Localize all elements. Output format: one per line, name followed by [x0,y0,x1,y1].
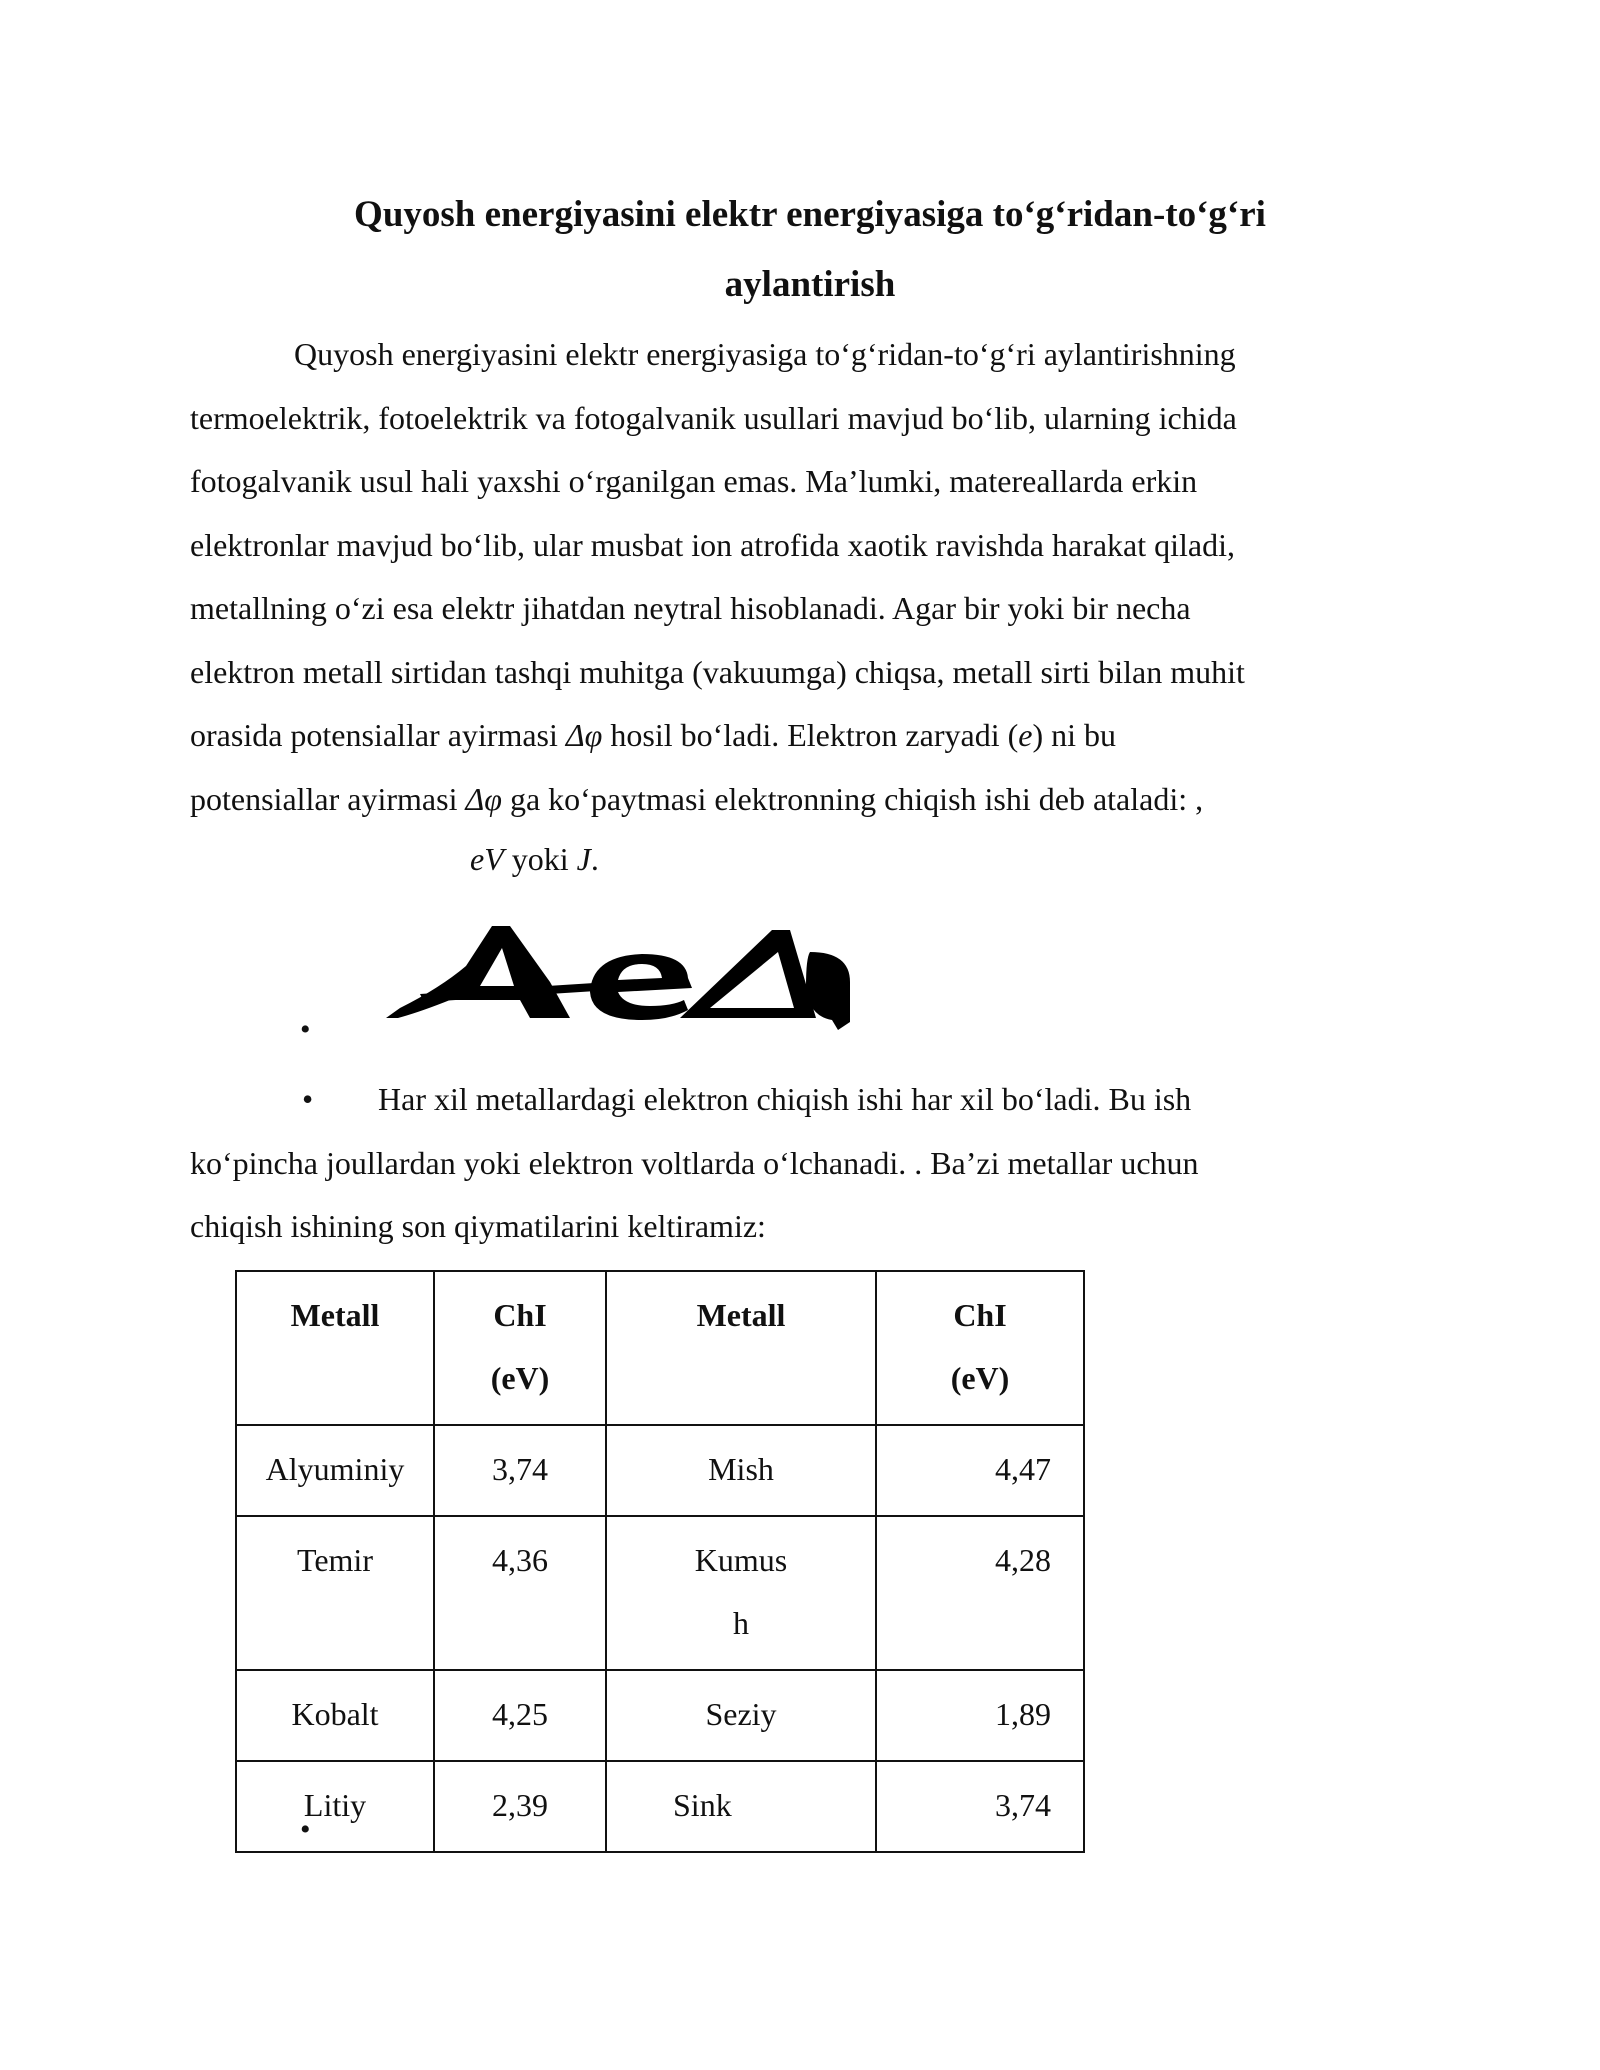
formula-units: eV yoki J. [470,841,599,877]
work-function-value: 3,74 [876,1761,1084,1852]
page-title [190,180,1430,320]
unit-ev: eV [470,841,504,877]
work-function-value: 4,47 [876,1425,1084,1516]
metal-name: Seziy [606,1670,876,1761]
work-function-value: 3,74 [434,1425,606,1516]
bullet-marker: • [300,1013,311,1046]
header-chi: ChI (eV) [876,1271,1084,1425]
work-function-table [235,1270,1085,1853]
metal-name: Kumus h [606,1516,876,1670]
bullet-marker: • [302,1081,314,1117]
bullet-marker: • [300,1813,311,1846]
table-row [236,1516,1084,1670]
metals-line-2: ko‘pincha joullardan yoki elektron voltlarda o‘lchanadi. . Ba’zi metallar uchun [190,1144,1199,1181]
header-metall: Metall [236,1271,434,1425]
intro-line-8: potensiallar ayirmasi Δφ ga ko‘paytmasi elektronning chiqish ishi deb ataladi: , [190,780,1204,817]
intro-line: elektronlar mavjud bo‘lib, ular musbat ion atrofida xaotik ravishda harakat qiladi, [190,526,1236,563]
intro-line-7: orasida potensiallar ayirmasi Δφ hosil bo‘ladi. Elektron zaryadi (e) ni bu [190,717,1116,753]
work-function-value: 1,89 [876,1670,1084,1761]
delta-phi-symbol: Δφ [565,717,603,753]
table-row [236,1761,1084,1852]
metal-name: Litiy [236,1761,434,1852]
table-row [236,1425,1084,1516]
header-metall: Metall [606,1271,876,1425]
work-function-value: 4,25 [434,1670,606,1761]
intro-line: elektron metall sirtidan tashqi muhitga (vakuumga) chiqsa, metall sirti bilan muhit [190,653,1245,690]
metals-line-3: chiqish ishining son qiymatilarini keltiramiz: [190,1208,766,1244]
electron-charge-symbol: e [1018,717,1033,753]
metal-name: Sink [606,1761,876,1852]
title-line-2: aylantirish [724,264,896,305]
formula-image [380,922,850,1032]
metal-name: Mish [606,1425,876,1516]
intro-line: termoelektrik, fotoelektrik va fotogalvanik usullari mavjud bo‘lib, ularning ichida [190,399,1237,436]
delta-phi-symbol: Δφ [465,780,502,817]
intro-paragraph [190,323,1430,831]
unit-j: J [576,841,591,877]
metal-name: Temir [236,1516,434,1670]
work-function-value: 4,36 [434,1516,606,1670]
table-row [236,1670,1084,1761]
metals-line-1: • Har xil metallardagi elektron chiqish ishi har xil bo‘ladi. Bu ish [190,1068,1430,1132]
title-line-1: Quyosh energiyasini elektr energiyasiga to‘g‘ridan-to‘g‘ri [354,194,1266,235]
table-header-row [236,1271,1084,1425]
intro-line: metallning o‘zi esa elektr jihatdan neytral hisoblanadi. Agar bir yoki bir necha [190,590,1191,626]
work-function-value: 4,28 [876,1516,1084,1670]
metal-name: Kobalt [236,1670,434,1761]
work-function-value: 2,39 [434,1761,606,1852]
metals-paragraph [190,1068,1430,1259]
intro-line: Quyosh energiyasini elektr energiyasiga to‘g‘ridan-to‘g‘ri aylantirishning [294,336,1236,372]
metal-name: Alyuminiy [236,1425,434,1516]
header-chi: ChI (eV) [434,1271,606,1425]
intro-line: fotogalvanik usul hali yaxshi o‘rganilgan emas. Ma’lumki, matereallarda erkin [190,463,1198,499]
